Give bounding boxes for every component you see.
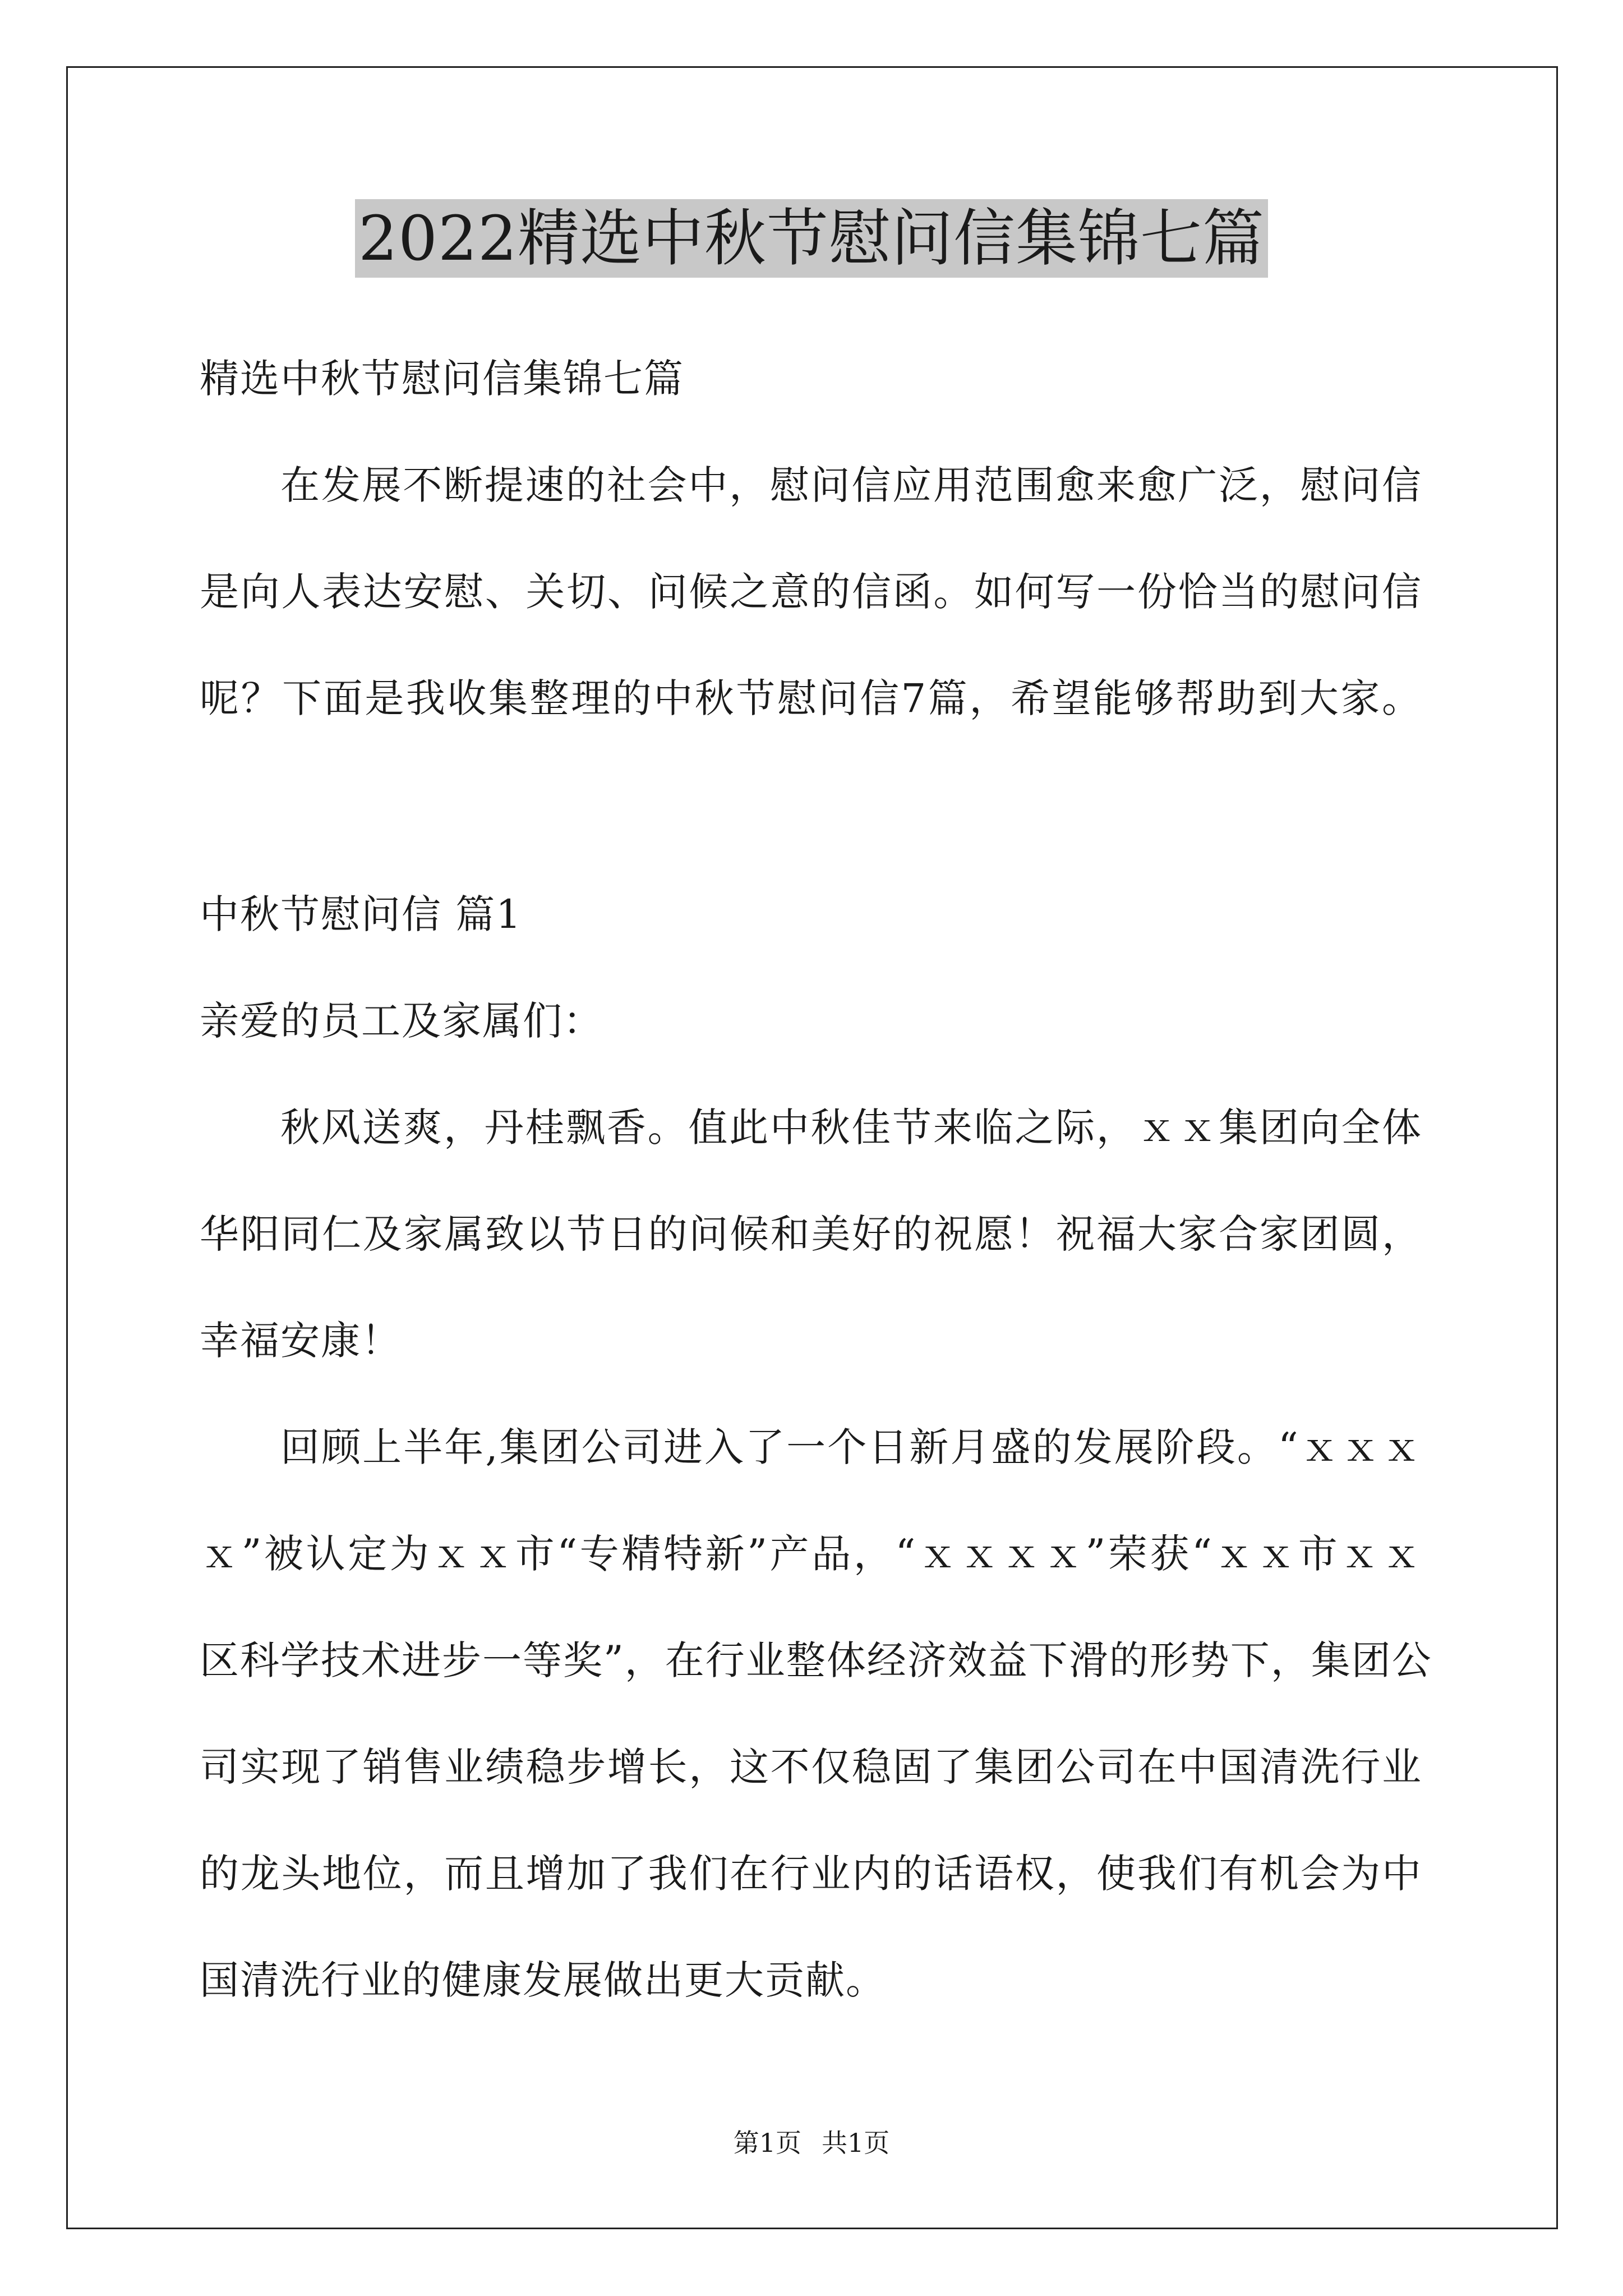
paragraph1-line-1: 秋风送爽，丹桂飘香。值此中秋佳节来临之际，ｘｘ集团向全体 (280, 1105, 1422, 1151)
intro-line-1: 在发展不断提速的社会中，慰问信应用范围愈来愈广泛，慰问信 (280, 462, 1422, 508)
paragraph2-line-2: ｘ”被认定为ｘｘ市“专精特新”产品，“ｘｘｘｘ”荣获“ｘｘ市ｘｘ (200, 1531, 1422, 1577)
intro-line-2: 是向人表达安慰、关切、问候之意的信函。如何写一份恰当的慰问信 (200, 569, 1422, 615)
paragraph2-line-3: 区科学技术进步一等奖”，在行业整体经济效益下滑的形势下，集团公 (200, 1637, 1432, 1683)
page-number-current: 第1页 (733, 2128, 801, 2158)
paragraph2-line-5: 的龙头地位，而且增加了我们在行业内的话语权，使我们有机会为中 (200, 1851, 1422, 1897)
page-number-total: 共1页 (822, 2128, 890, 2158)
paragraph1-line-3: 幸福安康！ (200, 1318, 402, 1364)
paragraph1-line-2: 华阳同仁及家属致以节日的问候和美好的祝愿！祝福大家合家团圆， (200, 1211, 1422, 1257)
salutation: 亲爱的员工及家属们： (200, 998, 603, 1044)
intro-line-3: 呢？下面是我收集整理的中秋节慰问信7篇，希望能够帮助到大家。 (200, 675, 1422, 721)
paragraph2-line-6: 国清洗行业的健康发展做出更大贡献。 (200, 1957, 886, 2003)
paragraph2-line-4: 司实现了销售业绩稳步增长，这不仅稳固了集团公司在中国清洗行业 (200, 1744, 1422, 1790)
page-footer (0, 2126, 1623, 2160)
paragraph2-line-1: 回顾上半年,集团公司进入了一个日新月盛的发展阶段。“ｘｘｘ (280, 1424, 1422, 1470)
document-title: 2022精选中秋节慰问信集锦七篇 (355, 199, 1268, 278)
document-subtitle: 精选中秋节慰问信集锦七篇 (200, 356, 684, 402)
title-container (0, 199, 1623, 278)
section-heading: 中秋节慰问信 篇1 (200, 891, 522, 937)
